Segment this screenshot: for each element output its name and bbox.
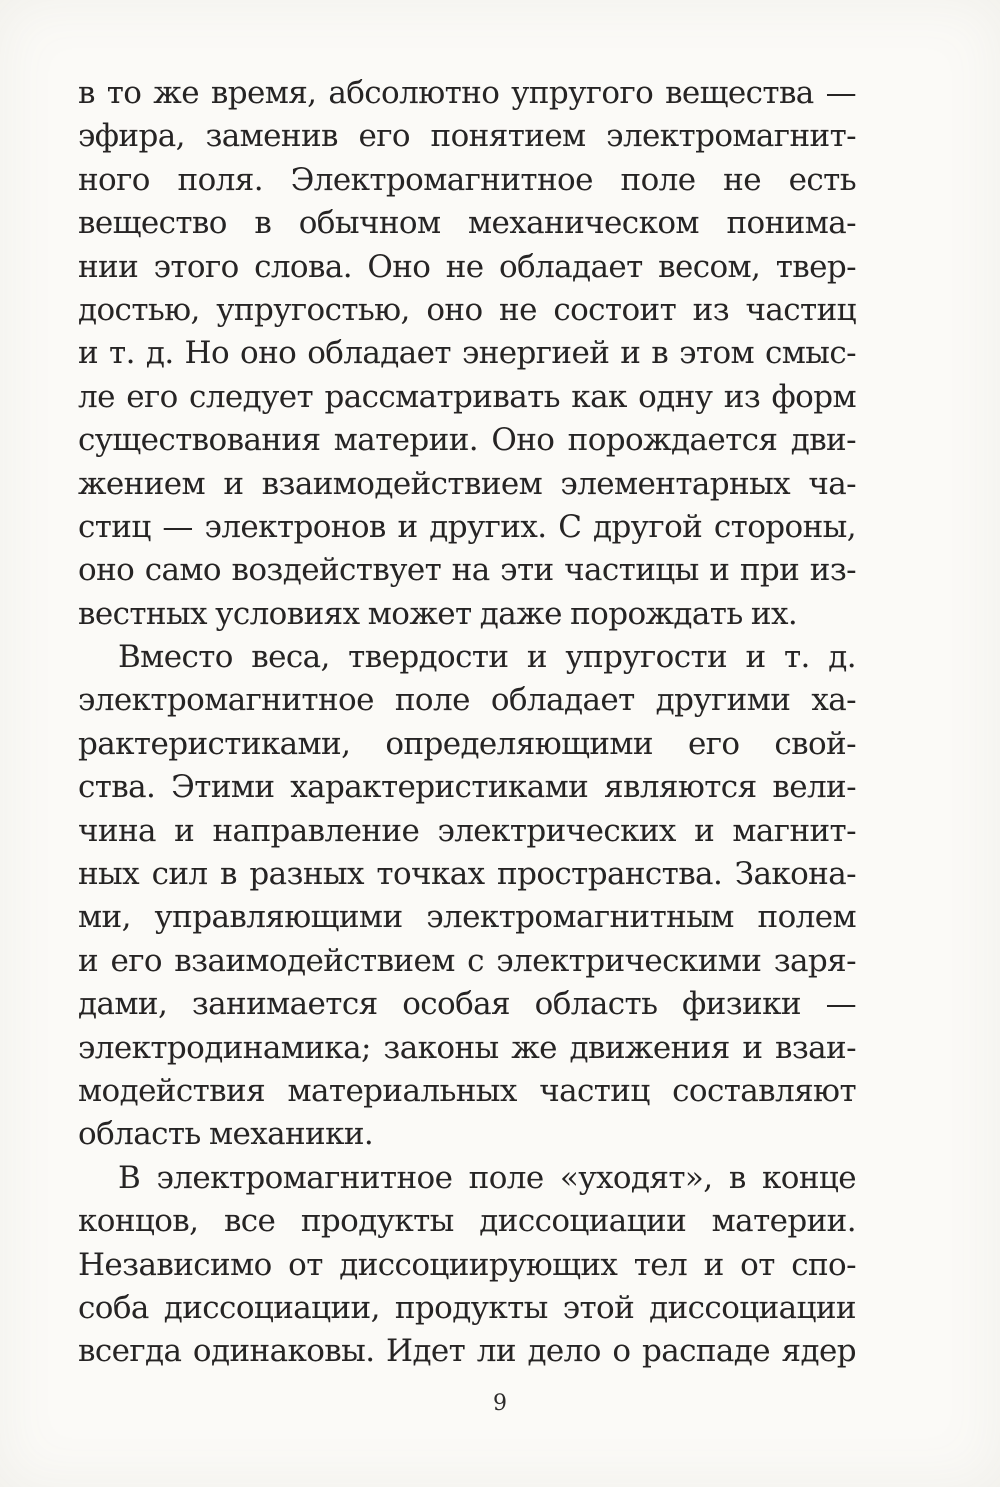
text-line: дами, занимается особая область физики —: [78, 986, 856, 1023]
text-line: вестных условиях может даже порождать их.: [78, 595, 798, 632]
text-line: чина и направление электрических и магнит-: [78, 812, 856, 849]
text-line: электромагнитное поле обладает другими ха-: [78, 682, 856, 719]
text-line: ми, управляющими электромагнитным полем: [78, 899, 856, 936]
text-line: всегда одинаковы. Идет ли дело о распаде ядер: [78, 1333, 856, 1370]
text-line: ных сил в разных точках пространства. Закона-: [78, 856, 856, 893]
text-line: область механики.: [78, 1116, 374, 1153]
text-line: ле его следует рассматривать как одну из форм: [78, 378, 856, 415]
text-line: и его взаимодействием с электрическими заря-: [78, 942, 856, 979]
text-line: модействия материальных частиц составляют: [78, 1072, 856, 1109]
text-line: в то же время, абсолютно упругого вещества —: [78, 75, 856, 111]
text-line: существования материи. Оно порождается дви-: [78, 422, 856, 459]
paragraph-start-line: В электромагнитное поле «уходят», в конце: [118, 1159, 856, 1196]
text-line: рактеристиками, определяющими его свой-: [78, 725, 856, 762]
text-line: достью, упругостью, оно не состоит из частиц: [78, 291, 856, 328]
text-line: концов, все продукты диссоциации материи.: [78, 1203, 856, 1240]
text-line: стиц — электронов и других. С другой стороны,: [78, 508, 856, 545]
text-line: ного поля. Электромагнитное поле не есть: [78, 161, 856, 198]
page-number: 9: [493, 1391, 507, 1416]
text-line: Независимо от диссоциирующих тел и от спо-: [78, 1246, 856, 1283]
text-line: и т. д. Но оно обладает энергией и в этом смыс-: [78, 335, 856, 372]
text-line: жением и взаимодействием элементарных ча-: [78, 465, 856, 502]
text-line: эфира, заменив его понятием электромагнит-: [78, 118, 856, 155]
body-text: [78, 72, 856, 1374]
text-line: соба диссоциации, продукты этой диссоциации: [78, 1289, 856, 1326]
text-line: ства. Этими характеристиками являются вели-: [78, 769, 856, 806]
text-line: электродинамика; законы же движения и взаи-: [78, 1029, 856, 1066]
text-line: вещество в обычном механическом понима-: [78, 205, 856, 242]
text-line: оно само воздействует на эти частицы и при из-: [78, 552, 856, 589]
text-line: нии этого слова. Оно не обладает весом, твер-: [78, 248, 856, 285]
paragraph-start-line: Вместо веса, твердости и упругости и т. д.: [118, 639, 856, 676]
